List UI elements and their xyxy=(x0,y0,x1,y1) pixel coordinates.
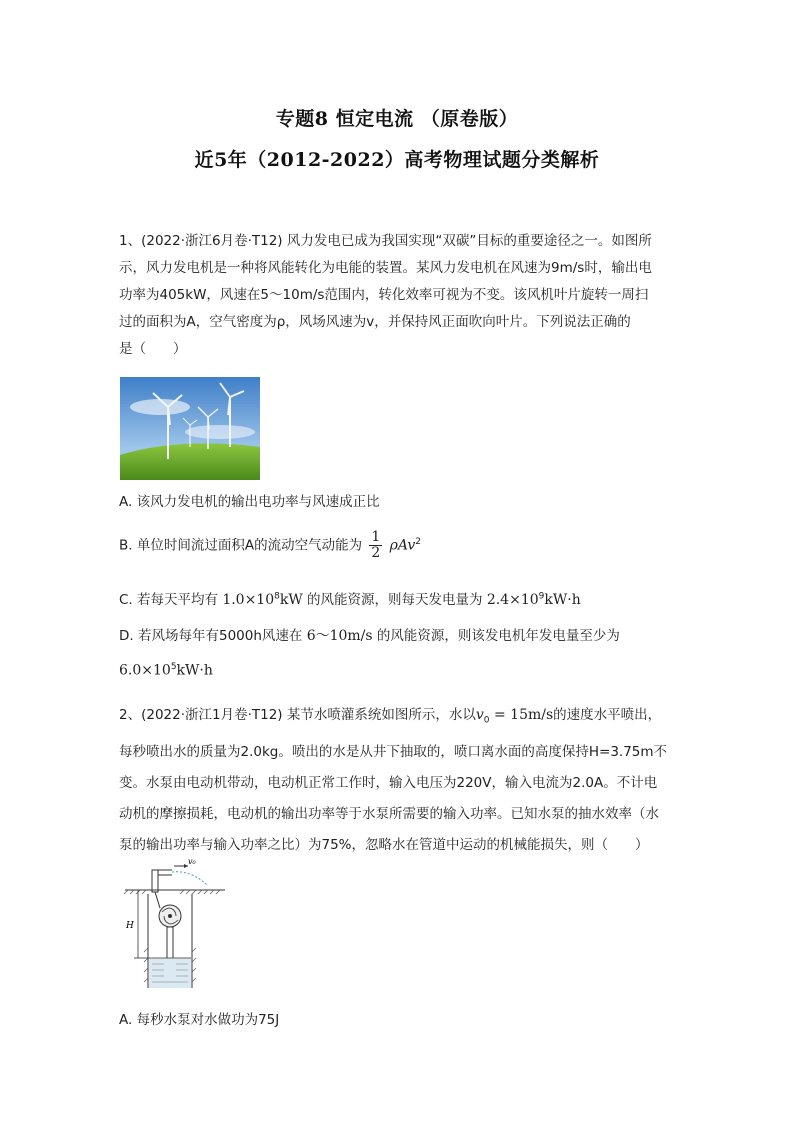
q1-option-b-expr: ρAv xyxy=(389,537,416,554)
fraction xyxy=(369,530,382,561)
q1-option-d-exp: 5 xyxy=(170,662,177,672)
q2-line1-prefix: 2、(2022·浙江1月卷·T12) 某节水喷灌系统如图所示，水以 xyxy=(119,707,476,723)
pump-diagram xyxy=(120,858,230,998)
q2-v0-sub: 0 xyxy=(483,715,490,726)
q1-line: 示，风力发电机是一种将风能转化为电能的装置。某风力发电机在风速为9m/s时，输出电 xyxy=(119,260,652,276)
q1-line: 1、(2022·浙江6月卷·T12) 风力发电已成为我国实现“双碳”目标的重要途径之一。如图所 xyxy=(119,233,652,249)
q2-v0-eq: = 15m/s xyxy=(489,707,554,723)
q1-option-b xyxy=(119,530,421,561)
wind-turbines-photo xyxy=(120,377,260,480)
q1-option-d-suffix: 的风能资源，则该发电机年发电量至少为 xyxy=(376,628,620,644)
q1-line: 过的面积为A，空气密度为ρ，风场风速为v，并保持风正面吹向叶片。下列说法正确的 xyxy=(119,314,631,330)
q1-option-d-range: 6～10m/s xyxy=(306,628,373,644)
page-title-line1: 专题8 恒定电流 （原卷版） xyxy=(275,108,519,130)
v0-label: v₀ xyxy=(188,858,196,866)
q1-option-c-exp1: 8 xyxy=(274,591,280,602)
q2-line: 泵的输出功率与输入功率之比）为75%，忽略水在管道中运动的机械能损失，则（ ） xyxy=(119,836,649,853)
question-2-text xyxy=(119,700,675,861)
q1-option-d-prefix: D. 若风场每年有5000h风速在 xyxy=(119,628,303,644)
q1-option-a: A. 该风力发电机的输出电功率与风速成正比 xyxy=(119,494,380,510)
q1-option-d-line1 xyxy=(119,624,620,645)
q1-option-c-prefix: C. 若每天平均有 xyxy=(119,592,219,608)
q2-line: 动机的摩擦损耗，电动机的输出功率等于水泵所需要的输入功率。已知水泵的抽水效率（水 xyxy=(119,805,659,822)
q1-option-c-unit2: kW·h xyxy=(544,592,581,608)
question-1-text xyxy=(119,228,675,363)
q2-line: 变。水泵由电动机带动，电动机正常工作时，输入电压为220V，输入电流为2.0A。不计电 xyxy=(119,774,658,791)
q1-option-b-exp: 2 xyxy=(415,537,422,547)
fraction-numerator: 1 xyxy=(371,529,381,545)
q1-line: 功率为405kW，风速在5～10m/s范围内，转化效率可视为不变。该风机叶片旋转一周扫 xyxy=(119,287,649,303)
fraction-denominator: 2 xyxy=(371,545,381,561)
q1-option-d-line2 xyxy=(119,662,213,679)
q1-option-c-mid: 的风能资源，则每天发电量为 xyxy=(307,592,483,608)
q1-option-c-unit1: kW xyxy=(279,592,303,608)
q1-option-c-exp2: 9 xyxy=(538,591,545,602)
H-label: H xyxy=(126,921,134,931)
q2-line-1 xyxy=(119,700,675,737)
q1-option-c xyxy=(119,588,581,608)
q1-option-b-text: B. 单位时间流过面积A的流动空气动能为 xyxy=(119,537,363,554)
q2-line: 每秒喷出水的质量为2.0kg。喷出的水是从井下抽取的，喷口离水面的高度保持H=3.75m不 xyxy=(119,743,668,760)
q1-line: 是（ ） xyxy=(119,341,187,357)
q2-line1-suffix: 的速度水平喷出， xyxy=(553,707,662,723)
q1-option-c-val2: 2.4×10 xyxy=(486,592,539,608)
q2-v0-symbol: v xyxy=(475,707,484,723)
page-title-line2: 近5年（2012-2022）高考物理试题分类解析 xyxy=(194,149,600,171)
q1-option-d-unit: kW·h xyxy=(176,662,213,679)
q2-option-a: A. 每秒水泵对水做功为75J xyxy=(119,1012,280,1028)
q1-option-c-val1: 1.0×10 xyxy=(222,592,275,608)
q1-option-d-val: 6.0×10 xyxy=(119,662,171,679)
